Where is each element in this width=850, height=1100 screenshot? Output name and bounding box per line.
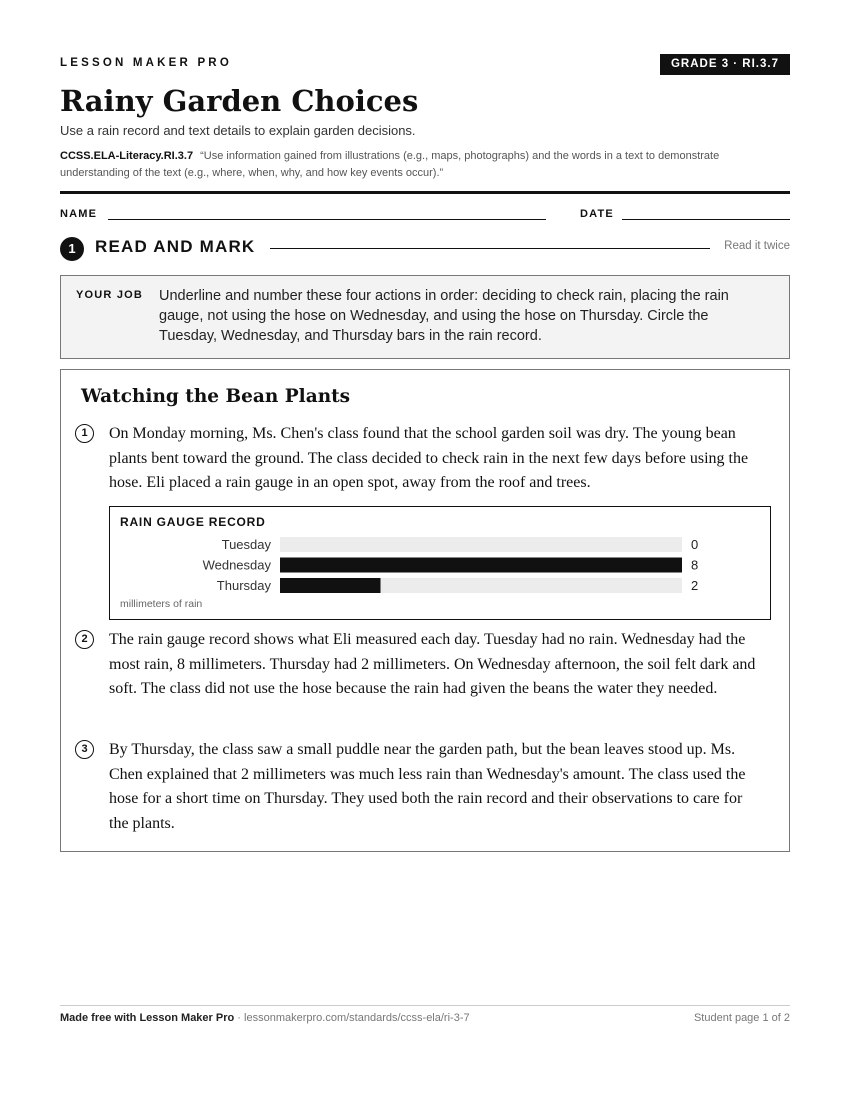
standard-text: “Use information gained from illustrations (e.g., maps, photographs) and the words in a text to demonstrate understanding of the text (e.g., where, when, why, and how key events occur).”: [60, 150, 720, 179]
paragraph-number: 1: [75, 424, 94, 443]
passage-title: Watching the Bean Plants: [81, 386, 351, 407]
paragraph-text: By Thursday, the class saw a small puddle near the garden path, but the bean leaves stood up. Ms. Chen explained that 2 millimeters was much less rain than Wednesday's amount. The class used the hose for a short time on Thursday. They used both the rain record and their observations to care for the plants.: [109, 741, 746, 832]
paragraph-number: 2: [75, 630, 94, 649]
worksheet-page: [60, 0, 790, 1100]
paragraph-number: 3: [75, 740, 94, 759]
header-divider: [60, 191, 790, 194]
chart-unit-note: millimeters of rain: [120, 598, 203, 610]
footer-url[interactable]: lessonmakerpro.com/standards/ccss-ela/ri-3-7: [244, 1012, 470, 1024]
footer-divider: [60, 1005, 790, 1006]
name-label: NAME: [60, 208, 98, 220]
reading-passage: [60, 369, 790, 852]
page-title: Rainy Garden Choices: [60, 84, 419, 118]
date-label: DATE: [580, 208, 614, 220]
chart-canvas: [110, 507, 770, 619]
bar-value-thursday: 2: [691, 578, 699, 593]
bar-value-wednesday: 8: [691, 557, 699, 573]
grade-badge: GRADE 3 · RI.3.7: [660, 54, 790, 75]
rain-gauge-chart: [109, 506, 771, 620]
bar-label-thursday: Thursday: [216, 578, 271, 593]
standard-description: [60, 148, 790, 182]
footer-credit: [60, 1012, 470, 1024]
paragraph-text: On Monday morning, Ms. Chen's class found that the school garden soil was dry. The young bean plants bent toward the ground. The class decided to check rain in the next few days before using the hose. Eli placed a rain gauge in an open spot, away from the roof and trees.: [109, 425, 749, 491]
footer-separator: ·: [237, 1012, 241, 1024]
bar-value-tuesday: 0: [691, 537, 699, 552]
bar-thursday: [280, 578, 381, 593]
section-number-badge: 1: [60, 237, 84, 261]
bar-label-wednesday: Wednesday: [202, 557, 271, 573]
section-divider: [270, 248, 710, 249]
page-subtitle: Use a rain record and text details to explain garden decisions.: [60, 123, 416, 138]
job-label: YOUR JOB: [76, 289, 144, 301]
name-write-line[interactable]: [108, 219, 546, 220]
paragraph-text: The rain gauge record shows what Eli measured each day. Tuesday had no rain. Wednesday had the most rain, 8 millimeters. Thursday had 2 millimeters. On Wednesday afternoon, the soil felt dark and soft. The class did not use the hose because the rain had given the beans the water they needed.: [109, 631, 756, 697]
bar-track-tuesday: [280, 537, 682, 552]
job-text: Underline and number these four actions in order: deciding to check rain, placing the rain gauge, not using the hose on Wednesday, and using the hose on Thursday. Circle the Tuesday, Wednesday, and Thursday bars in the rain record.: [159, 288, 729, 344]
footer-made-with: Made free with Lesson Maker Pro: [60, 1012, 235, 1024]
bar-wednesday: [280, 558, 682, 573]
chart-title: RAIN GAUGE RECORD: [120, 515, 266, 529]
date-write-line[interactable]: [622, 219, 790, 220]
section-note: Read it twice: [724, 240, 790, 252]
standard-code: CCSS.ELA-Literacy.RI.3.7: [60, 150, 194, 162]
job-instructions-box: [60, 275, 790, 359]
section-title: READ AND MARK: [95, 237, 256, 256]
bar-label-tuesday: Tuesday: [221, 537, 271, 552]
footer-page-label: Student page 1 of 2: [693, 1012, 790, 1024]
brand-name: LESSON MAKER PRO: [60, 57, 232, 69]
